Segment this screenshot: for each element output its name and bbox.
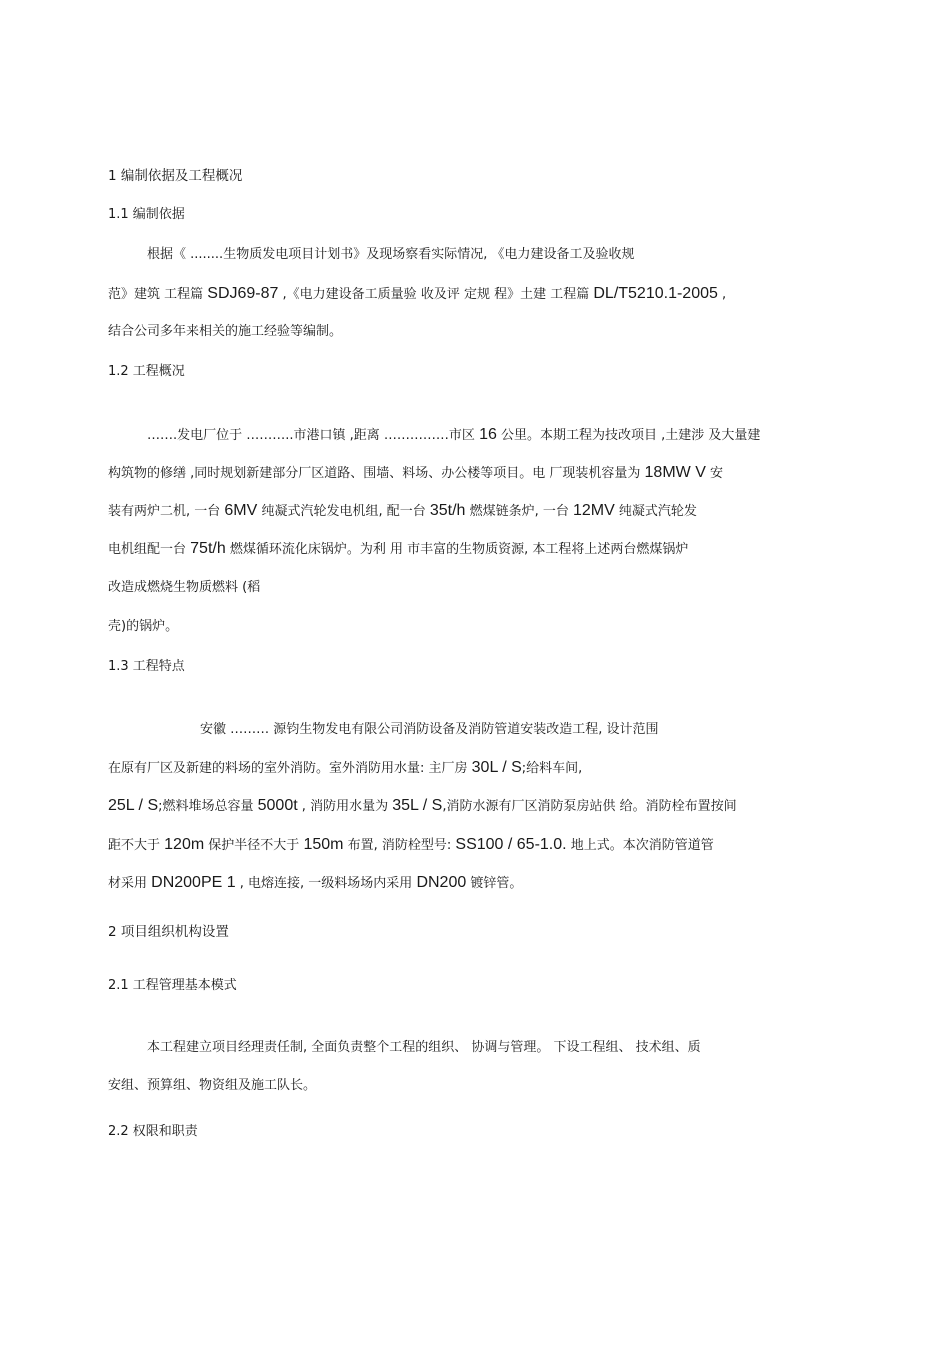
number: 35t/h <box>429 502 466 519</box>
paragraph-line <box>108 501 697 521</box>
section-2-heading: 2 项目组织机构设置 <box>108 924 229 940</box>
section-1-heading: 1 编制依据及工程概况 <box>108 168 243 184</box>
text-run: 纯凝式汽轮发电机组, 配一台 <box>257 504 430 519</box>
paragraph-line: 本工程建立项目经理责任制, 全面负责整个工程的组织、 协调与管理。 下设工程组、 技术组、质 <box>147 1040 701 1055</box>
text-run: 公里。本期工程为技改项目 ,土建涉 及大量建 <box>496 428 761 443</box>
paragraph-line <box>108 758 582 778</box>
paragraph-line: 结合公司多年来相关的施工经验等编制。 <box>108 324 343 339</box>
text-run: 保护半径不大于 <box>204 838 304 853</box>
number: 120m <box>164 836 205 853</box>
paragraph-line <box>147 425 760 445</box>
number: 25L / S <box>108 797 159 814</box>
text-run: 材采用 <box>108 876 152 891</box>
text-run: …….发电厂位于 ………..市港口镇 ,距离 ……………市区 <box>147 428 480 443</box>
model-code: DN200PE 1 <box>151 874 236 891</box>
paragraph-line <box>108 873 522 893</box>
section-1-1-heading: 1.1 编制依据 <box>108 207 185 222</box>
standard-code: DL/T5210.1-2005 <box>593 285 718 302</box>
standard-code: SDJ69-87 <box>207 285 279 302</box>
text-run: ,《电力建设备工质量验 收及评 定规 程》土建 工程篇 <box>278 287 594 302</box>
text-run: 地上式。本次消防管道管 <box>566 838 714 853</box>
text-run: 布置, 消防栓型号: <box>343 838 456 853</box>
section-1-3-heading: 1.3 工程特点 <box>108 659 185 674</box>
section-2-2-heading: 2.2 权限和职责 <box>108 1124 198 1139</box>
paragraph-line <box>108 796 737 816</box>
text-run: 在原有厂区及新建的料场的室外消防。室外消防用水量: 主厂房 <box>108 761 472 776</box>
text-run: 燃煤循环流化床锅炉。为利 用 市丰富的生物质资源, 本工程将上述两台燃煤锅炉 <box>225 542 689 557</box>
text-run: 镀锌管。 <box>466 876 523 891</box>
section-2-1-heading: 2.1 工程管理基本模式 <box>108 978 237 993</box>
model-code: DN200 <box>416 874 467 891</box>
paragraph-line: 根据《 ........生物质发电项目计划书》及现场察看实际情况, 《电力建设备工及验收规 <box>147 247 635 262</box>
number: 6MV <box>224 502 258 519</box>
number: 75t/h <box>190 540 226 557</box>
number: 18MW V <box>644 464 706 481</box>
text-run: 装有两炉二机, 一台 <box>108 504 225 519</box>
text-run: , 电熔连接, 一级料场场内采用 <box>235 876 417 891</box>
text-run: ;给料车间, <box>521 761 583 776</box>
number: 30L / S <box>471 759 522 776</box>
model-code: SS100 / 65-1.0. <box>455 836 567 853</box>
paragraph-line: 改造成燃烧生物质燃料 (稻 <box>108 580 261 595</box>
number: 16 <box>479 426 497 443</box>
text-run: 距不大于 <box>108 838 165 853</box>
number: 5000t <box>257 797 298 814</box>
text-run: 电机组配一台 <box>108 542 191 557</box>
text-run: ;燃料堆场总容量 <box>158 799 258 814</box>
text-run: , <box>717 287 727 302</box>
paragraph-line: 安徽 ……… 源钧生物发电有限公司消防设备及消防管道安装改造工程, 设计范围 <box>200 722 659 737</box>
text-run: 燃煤链条炉, 一台 <box>465 504 573 519</box>
number: 12MV <box>572 502 615 519</box>
paragraph-line <box>108 835 714 855</box>
text-run: ,消防水源有厂区消防泵房站供 给。消防栓布置按间 <box>442 799 737 814</box>
text-run: 范》建筑 工程篇 <box>108 287 208 302</box>
paragraph-line <box>108 284 726 304</box>
number: 35L / S <box>392 797 443 814</box>
text-run: , 消防用水量为 <box>297 799 393 814</box>
number: 150m <box>303 836 344 853</box>
text-run: 纯凝式汽轮发 <box>614 504 697 519</box>
paragraph-line <box>108 539 688 559</box>
paragraph-line: 壳)的锅炉。 <box>108 619 179 634</box>
paragraph-line: 安组、预算组、物资组及施工队长。 <box>108 1078 317 1093</box>
section-1-2-heading: 1.2 工程概况 <box>108 364 185 379</box>
text-run: 构筑物的修缮 ,同时规划新建部分厂区道路、围墙、料场、办公楼等项目。电 厂现装机容量为 <box>108 466 645 481</box>
text-run: 安 <box>705 466 724 481</box>
paragraph-line <box>108 463 723 483</box>
